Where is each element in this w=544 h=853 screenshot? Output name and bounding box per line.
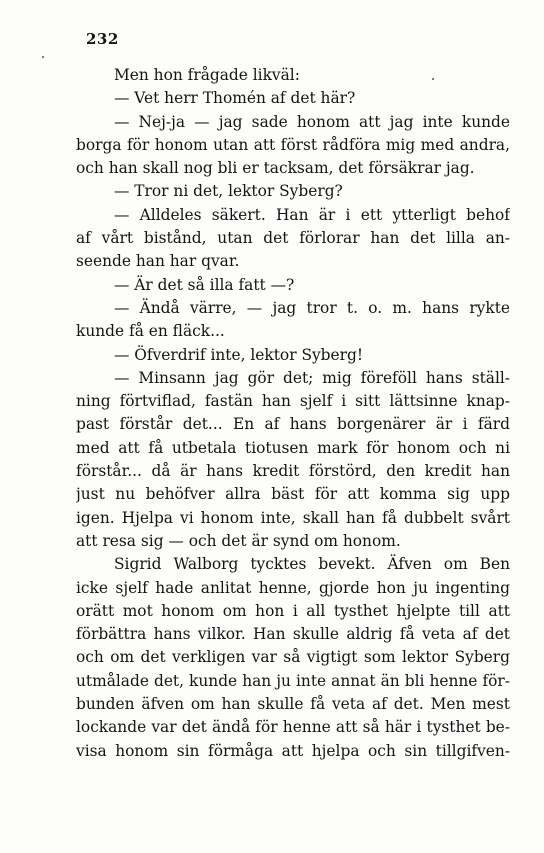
text-line: Men hon frågade likväl: [114, 66, 300, 84]
text-line: — Är det så illa fatt —? [114, 275, 295, 294]
body-text [76, 64, 510, 763]
text-line: — Minsann jag gör det; mig föreföll hans ställ- [114, 368, 510, 387]
text-line: borga för honom utan att först rådföra mig med andra, [76, 135, 510, 154]
text-line: förstår... då är hans kredit förstörd, den kredit han [76, 462, 510, 481]
text-line: orätt mot honom om hon i all tysthet hjelpte till att [76, 601, 510, 620]
text-line: ning förtviflad, fastän han sjelf i sitt lättsinne knap- [76, 392, 510, 411]
text-line: att resa sig — och det är synd om honom. [76, 531, 401, 550]
text-line: past förstår det... En af hans borgenärer är i färd [76, 415, 510, 434]
text-line: visa honom sin förmåga att hjelpa och sin tillgifven- [76, 741, 510, 760]
text-line: — Ändå värre, — jag tror t. o. m. hans rykte [114, 298, 510, 317]
text-line: förbättra hans vilkor. Han skulle aldrig få veta af det [76, 625, 510, 644]
text-line: Sigrid Walborg tycktes bevekt. Äfven om Ben [114, 555, 510, 574]
text-line: — Nej-ja — jag sade honom att jag inte kunde [114, 112, 510, 131]
text-line: af vårt bistånd, utan det förlorar han det lilla an- [76, 229, 510, 248]
print-speck [42, 56, 44, 58]
text-line: och han skall nog bli er tacksam, det försäkrar jag. [76, 159, 475, 178]
text-line: icke sjelf hade anlitat henne, gjorde hon ju ingenting [76, 578, 510, 597]
text-line: — Alldeles säkert. Han är i ett ytterligt behof [114, 205, 510, 224]
text-line: — Öfverdrif inte, lektor Syberg! [114, 345, 364, 364]
text-line: bunden äfven om han skulle få veta af det. Men mest [76, 695, 510, 714]
text-line: utmålade det, kunde han ju inte annat än bli henne för- [76, 671, 510, 690]
page-number: 232 [86, 30, 119, 48]
text-line: kunde få en fläck... [76, 322, 225, 341]
text-line: igen. Hjelpa vi honom inte, skall han få dubbelt svårt [76, 508, 510, 527]
text-line: och om det verkligen var så vigtigt som lektor Syberg [76, 648, 510, 667]
text-line: just nu behöfver allra bäst för att komma sig upp [76, 485, 510, 504]
text-line: med att få utbetala tiotusen mark för honom och ni [76, 438, 510, 457]
text-line: — Vet herr Thomén af det här? [114, 89, 356, 108]
text-line: — Tror ni det, lektor Syberg? [114, 182, 343, 201]
text-line: lockande var det ändå för henne att så här i tysthet be- [76, 718, 510, 737]
text-line: seende han har qvar. [76, 252, 240, 271]
